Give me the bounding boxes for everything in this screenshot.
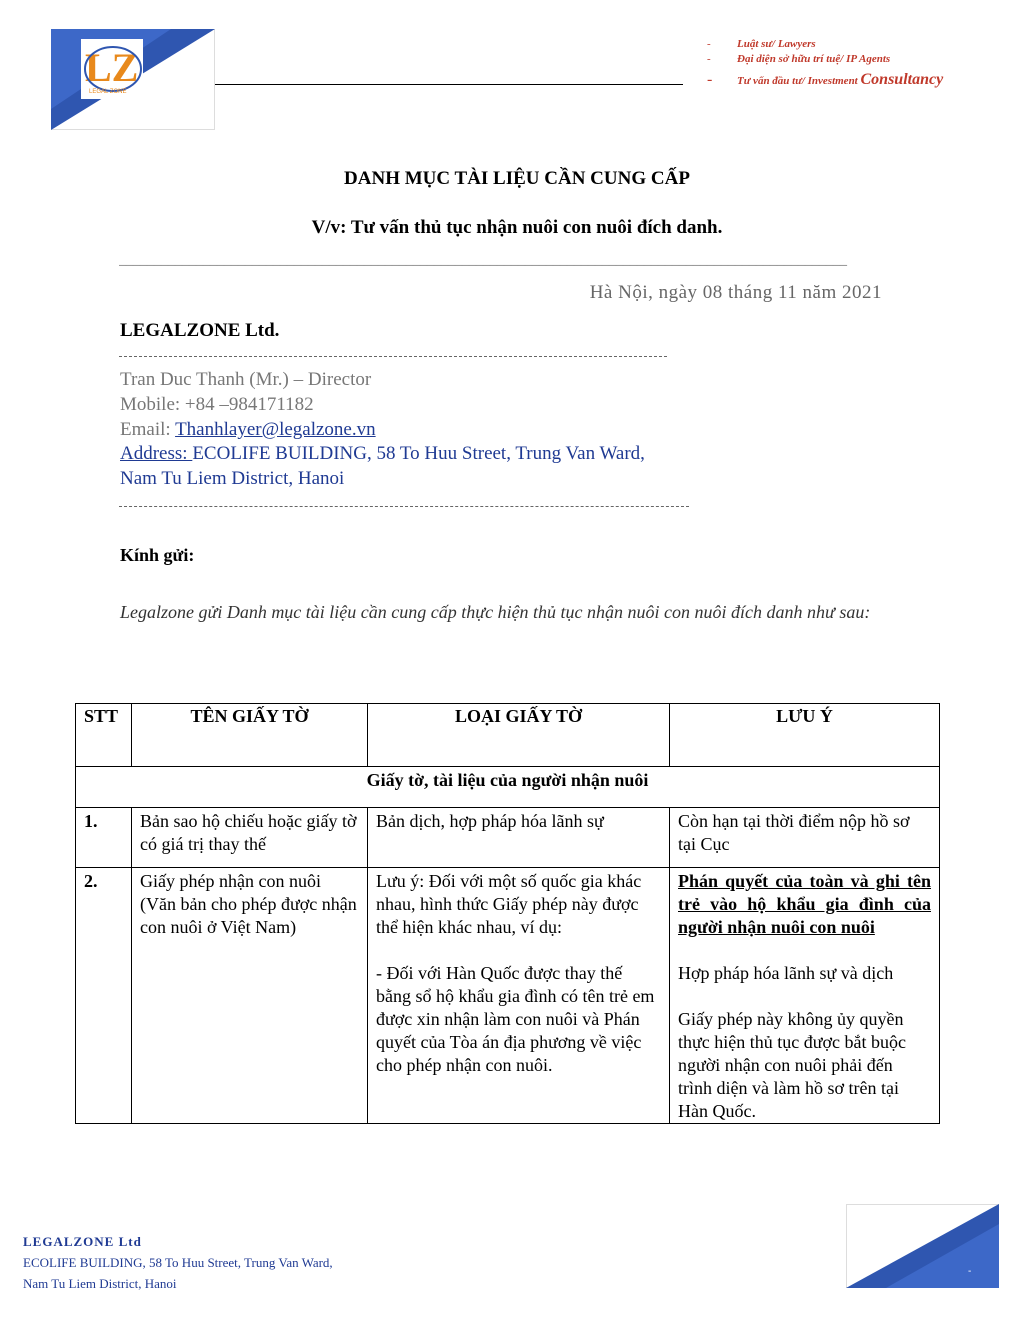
salutation: Kính gửi: — [120, 545, 195, 565]
paragraph-gap — [376, 939, 661, 962]
service-text-big: Consultancy — [860, 71, 944, 88]
company-name: LEGALZONE Ltd. — [120, 320, 280, 341]
row-document-type — [368, 868, 670, 1124]
address-line2: Nam Tu Liem District, Hanoi — [120, 468, 345, 489]
email-link[interactable]: Thanhlayer@legalzone.vn — [175, 419, 376, 440]
service-consultancy — [707, 71, 943, 89]
footer-line2: Nam Tu Liem District, Hanoi — [23, 1276, 177, 1291]
email-label: Email: — [120, 419, 176, 440]
header-document-type: LOẠI GIẤY TỜ — [368, 704, 670, 767]
documents-table — [75, 703, 940, 1124]
service-text: Luật sư/ Lawyers — [737, 38, 816, 50]
type-paragraph-1: Lưu ý: Đối với một số quốc gia khác nhau, hình thức Giấy phép này được thể hiện khác nhau, ví dụ: — [376, 871, 642, 937]
document-title: DANH MỤC TÀI LIỆU CẦN CUNG CẤP — [344, 168, 690, 189]
header-rule — [215, 84, 683, 85]
row-document-type: Bản dịch, hợp pháp hóa lãnh sự — [368, 808, 670, 868]
row-stt: 1. — [76, 808, 132, 868]
address-label: Address: — [120, 443, 193, 464]
footer-page-mark: - — [968, 1266, 972, 1277]
document-subtitle: V/v: Tư vấn thủ tục nhận nuôi con nuôi đích danh. — [311, 217, 723, 238]
logo-letters: LZ — [85, 45, 139, 90]
separator-line: ________________________________________________________________________________________________________ — [119, 253, 847, 268]
header-note: LƯU Ý — [670, 704, 940, 767]
table-row — [76, 868, 940, 1124]
contact-email-row — [120, 419, 376, 441]
dashed-divider-bottom — [119, 506, 689, 507]
type-paragraph-2: - Đối với Hàn Quốc được thay thế bằng sổ hộ khẩu gia đình có tên trẻ em được xin nhận làm con nuôi và Phán quyết của Tòa án địa phương về việc cho phép nhận con nuôi. — [376, 963, 655, 1075]
contact-person: Tran Duc Thanh (Mr.) – Director — [120, 369, 372, 390]
note-bold-paragraph: Phán quyết của toàn và ghi tên trẻ vào hộ khẩu gia đình của người nhận nuôi con nuôi — [678, 871, 931, 937]
header-stt: STT — [76, 704, 132, 767]
service-dash: - — [707, 38, 711, 50]
service-text: Đại diện sở hữu trí tuệ/ IP Agents — [737, 53, 891, 65]
contact-address-row — [120, 443, 645, 465]
dashed-divider-top — [119, 356, 667, 357]
row-note — [670, 868, 940, 1124]
table-row — [76, 808, 940, 868]
row-stt: 2. — [76, 868, 132, 1124]
service-text: Tư vấn đầu tư/ Investment — [737, 75, 858, 87]
service-dash: - — [707, 71, 713, 88]
logo-subtext: LEGAL ZONE — [89, 89, 127, 95]
document-date: Hà Nội, ngày 08 tháng 11 năm 2021 — [589, 282, 882, 303]
footer-company-name: LEGALZONE Ltd — [23, 1234, 142, 1249]
footer-graphic — [846, 1204, 999, 1288]
note-paragraph-2: Hợp pháp hóa lãnh sự và dịch — [678, 963, 894, 983]
paragraph-gap — [678, 985, 931, 1008]
intro-paragraph: Legalzone gửi Danh mục tài liệu cần cung cấp thực hiện thủ tục nhận nuôi con nuôi đích danh như sau: — [120, 602, 871, 622]
company-logo — [51, 29, 215, 130]
row-note: Còn hạn tại thời điểm nộp hồ sơ tại Cục — [670, 808, 940, 868]
row-document-name: Bản sao hộ chiếu hoặc giấy tờ có giá trị thay thế — [132, 808, 368, 868]
table-section-row — [76, 767, 940, 808]
footer-line1: ECOLIFE BUILDING, 58 To Huu Street, Trung Van Ward, — [23, 1255, 333, 1270]
service-dash: - — [707, 53, 711, 65]
service-ip-agents — [707, 53, 890, 65]
service-lawyers — [707, 38, 816, 50]
contact-mobile: Mobile: +84 –984171182 — [120, 394, 314, 415]
paragraph-gap — [678, 939, 931, 962]
section-title: Giấy tờ, tài liệu của người nhận nuôi — [76, 767, 940, 808]
address-line1: ECOLIFE BUILDING, 58 To Huu Street, Trung Van Ward, — [192, 443, 645, 464]
footer-address — [23, 1231, 333, 1294]
row-document-name: Giấy phép nhận con nuôi (Văn bản cho phép được nhận con nuôi ở Việt Nam) — [132, 868, 368, 1124]
header-document-name: TÊN GIẤY TỜ — [132, 704, 368, 767]
note-paragraph-3: Giấy phép này không ủy quyền thực hiện thủ tục được bắt buộc người nhận con nuôi phải đến trình diện và làm hồ sơ trên tại Hàn Quốc. — [678, 1009, 906, 1121]
table-header-row — [76, 704, 940, 767]
